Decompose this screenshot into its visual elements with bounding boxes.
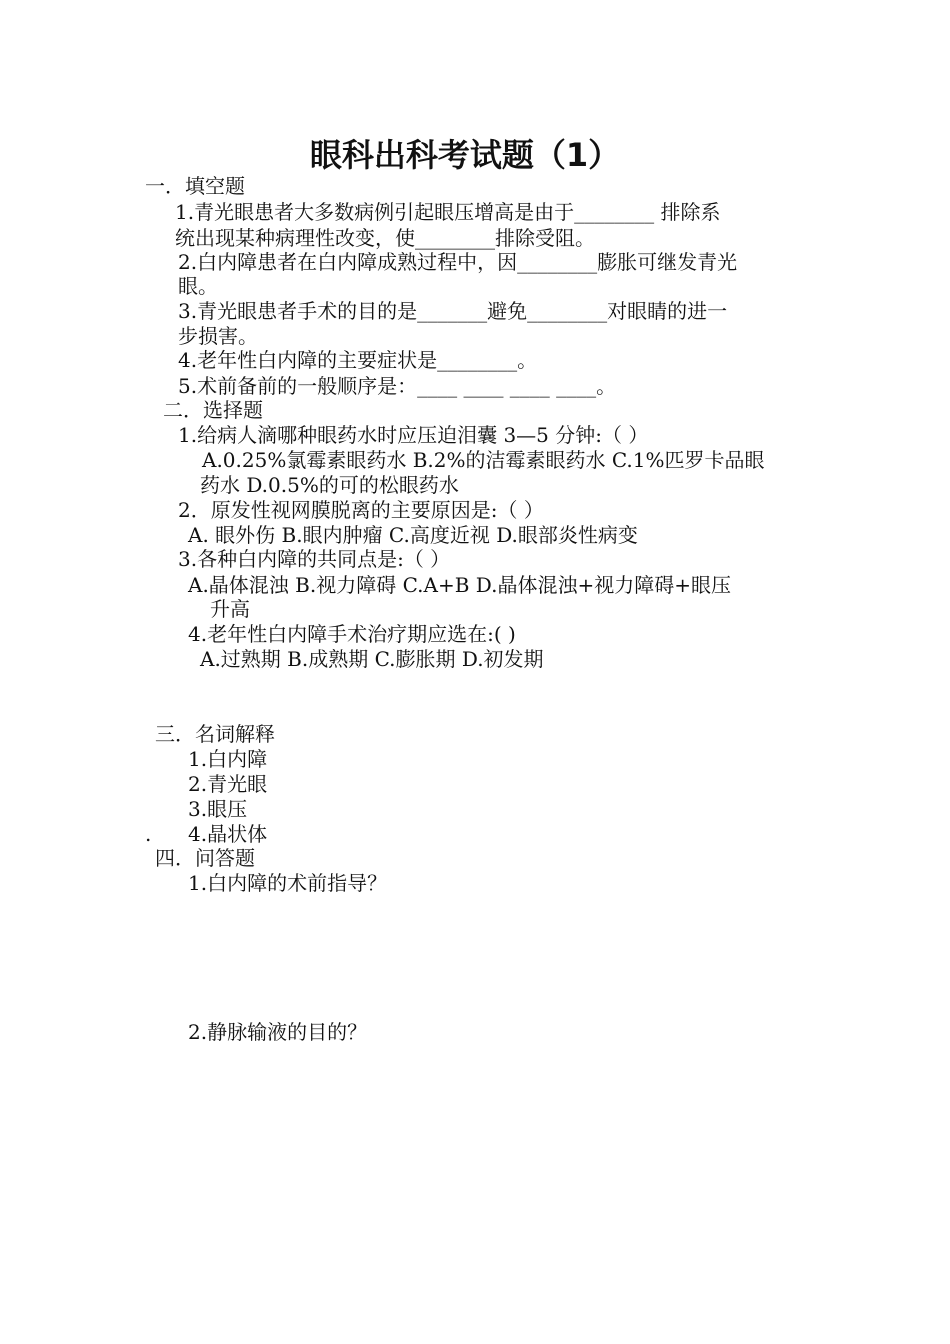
choice-question-2-options: A. 眼外伤 B.眼内肿瘤 C.高度近视 D.眼部炎性病变 <box>188 523 638 547</box>
choice-question-1-options-line-2: 药水 D.0.5%的可的松眼药水 <box>200 473 459 497</box>
fill-question-3-line-1: 3.青光眼患者手术的目的是_______避免________对眼睛的进一 <box>178 299 728 323</box>
choice-question-2: 2．原发性视网膜脱离的主要原因是:（ ） <box>178 498 544 522</box>
choice-question-4: 4.老年性白内障手术治疗期应选在:( ) <box>188 622 516 646</box>
fill-question-2-line-2: 眼。 <box>178 274 218 298</box>
section-heading-choice: 二．选择题 <box>163 398 263 422</box>
term-item-1: 1.白内障 <box>188 747 268 771</box>
fill-question-2-line-1: 2.白内障患者在白内障成熟过程中，因________膨胀可继发青光 <box>178 250 738 274</box>
page-title: 眼科出科考试题（1） <box>309 136 621 174</box>
choice-question-3-options-line-2: 升高 <box>210 597 250 621</box>
choice-question-1-options-line-1: A.0.25%氯霉素眼药水 B.2%的洁霉素眼药水 C.1%匹罗卡品眼 <box>202 448 765 472</box>
choice-question-4-options: A.过熟期 B.成熟期 C.膨胀期 D.初发期 <box>200 647 544 671</box>
term-item-3: 3.眼压 <box>188 797 248 821</box>
qa-question-2: 2.静脉输液的目的？ <box>188 1020 368 1044</box>
fill-question-1-line-1: 1.青光眼患者大多数病例引起眼压增高是由于________ 排除系 <box>175 200 721 224</box>
fill-question-5: 5.术前备前的一般顺序是：____ ____ ____ ____。 <box>178 374 617 398</box>
section-heading-qa: 四．问答题 <box>155 846 255 870</box>
term-item-4: 4.晶状体 <box>188 822 268 846</box>
fill-question-1-line-2: 统出现某种病理性改变，使________排除受阻。 <box>175 226 595 250</box>
section-heading-fill: 一．填空题 <box>145 174 245 198</box>
stray-dot: . <box>145 822 152 846</box>
choice-question-3: 3.各种白内障的共同点是:（ ） <box>178 547 451 571</box>
section-heading-terms: 三．名词解释 <box>155 722 275 746</box>
choice-question-3-options-line-1: A.晶体混浊 B.视力障碍 C.A+B D.晶体混浊+视力障碍+眼压 <box>188 573 731 597</box>
choice-question-1: 1.给病人滴哪种眼药水时应压迫泪囊 3—5 分钟:（ ） <box>178 423 649 447</box>
term-item-2: 2.青光眼 <box>188 772 268 796</box>
qa-question-1: 1.白内障的术前指导？ <box>188 871 388 895</box>
fill-question-3-line-2: 步损害。 <box>178 324 258 348</box>
fill-question-4: 4.老年性白内障的主要症状是________。 <box>178 348 538 372</box>
